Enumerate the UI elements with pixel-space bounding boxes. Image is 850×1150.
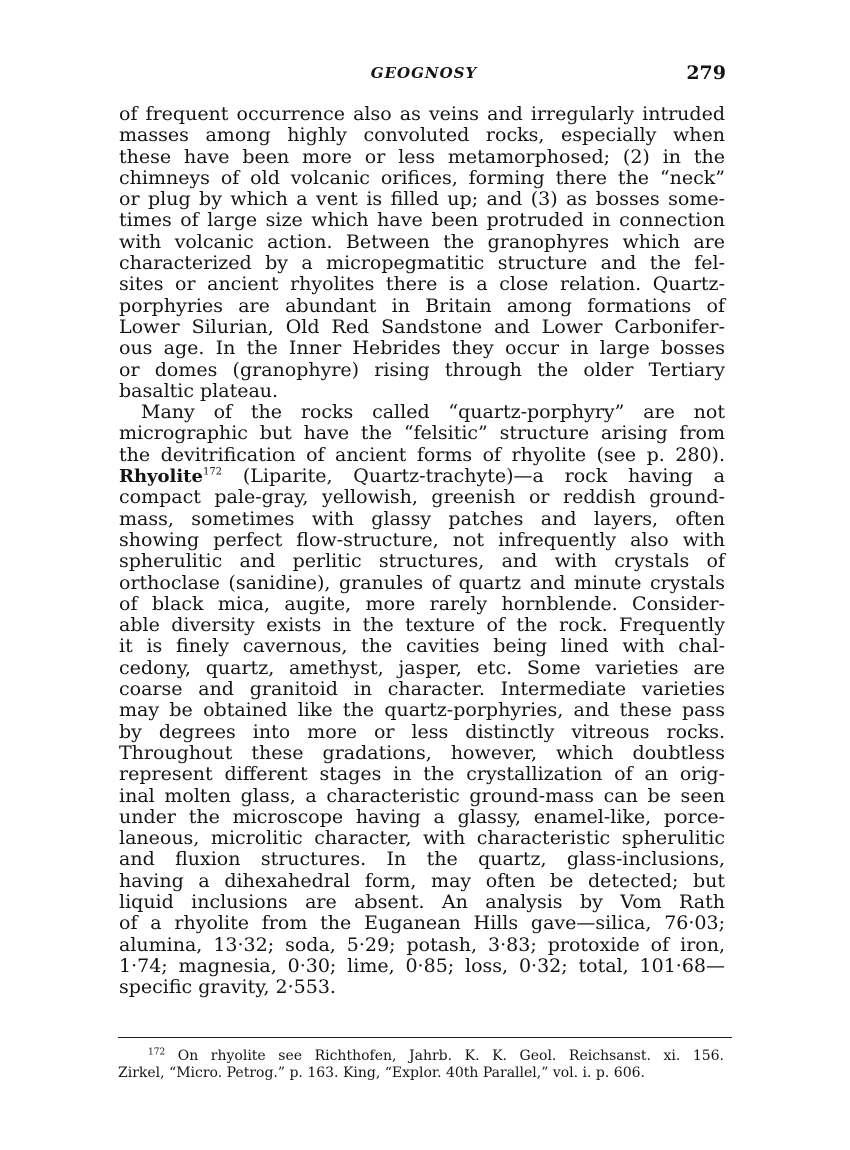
text-line: it is finely cavernous, the cavities being lined with chal- (119, 635, 725, 658)
text-line: compact pale-gray, yellowish, greenish or reddish ground- (119, 486, 725, 509)
text-line: spherulitic and perlitic structures, and with crystals of (119, 550, 725, 573)
text-line: able diversity exists in the texture of the rock. Frequently (119, 614, 725, 637)
text-line: sites or ancient rhyolites there is a close relation. Quartz- (119, 273, 725, 296)
text-line: showing perfect flow-structure, not infrequently also with (119, 528, 725, 551)
rhyolite-entry-line (119, 466, 725, 487)
footnote-line (118, 1048, 724, 1065)
text-line: inal molten glass, a characteristic ground-mass can be seen (119, 784, 725, 807)
text-line: under the microscope having a glassy, enamel-like, porce- (119, 805, 725, 828)
text-line: by degrees into more or less distinctly vitreous rocks. (119, 720, 725, 743)
text-line: (Liparite, Quartz-trachyte)—a rock having a (242, 465, 725, 488)
footnote-number: 172 (148, 1047, 166, 1058)
text-line: mass, sometimes with glassy patches and layers, often (119, 507, 725, 530)
page-number: 279 (686, 62, 726, 84)
text-line: may be obtained like the quartz-porphyries, and these pass (119, 699, 725, 722)
paragraph-first-line: Many of the rocks called “quartz-porphyry” are not (141, 401, 725, 424)
text-line: orthoclase (sanidine), granules of quartz and minute crystals (119, 571, 725, 594)
text-line: masses among highly convoluted rocks, especially when (119, 124, 725, 147)
running-title: GEOGNOSY (370, 64, 478, 82)
text-line: with volcanic action. Between the granophyres which are (119, 230, 725, 253)
body-text (119, 104, 725, 998)
footnote-text: On rhyolite see Richthofen, Jahrb. K. K. Geol. Reichsanst. xi. 156. (177, 1048, 725, 1064)
text-line: Throughout these gradations, however, which doubtless (119, 741, 725, 764)
text-line: ous age. In the Inner Hebrides they occur in large bosses (119, 337, 725, 360)
text-line: represent different stages in the crystallization of an orig- (119, 763, 725, 786)
text-line: chimneys of old volcanic orifices, forming there the “neck” (119, 166, 725, 189)
text-line: specific gravity, 2·553. (119, 976, 336, 999)
text-line: and fluxion structures. In the quartz, glass-inclusions, (119, 848, 725, 871)
footnote-rule (118, 1037, 732, 1038)
text-line: or plug by which a vent is filled up; and (3) as bosses some- (119, 188, 725, 211)
text-line: cedony, quartz, amethyst, jasper, etc. Some varieties are (119, 656, 725, 679)
text-line: these have been more or less metamorphosed; (2) in the (119, 145, 725, 168)
text-line: times of large size which have been protruded in connection (119, 209, 725, 232)
text-line: coarse and granitoid in character. Intermediate varieties (119, 678, 725, 701)
text-line: micrographic but have the “felsitic” structure arising from (119, 422, 725, 445)
text-line: of frequent occurrence also as veins and irregularly intruded (119, 103, 725, 125)
text-line: porphyries are abundant in Britain among formations of (119, 294, 725, 317)
running-head (118, 62, 730, 86)
text-line: basaltic plateau. (119, 379, 279, 402)
footnote-line: Zirkel, “Micro. Petrog.” p. 163. King, “Explor. 40th Parallel,” vol. i. p. 606. (118, 1065, 645, 1081)
text-line: or domes (granophyre) rising through the older Tertiary (119, 358, 725, 381)
text-line: of black mica, augite, more rarely hornblende. Consider- (119, 592, 725, 615)
text-line: Lower Silurian, Old Red Sandstone and Lower Carbonifer- (119, 315, 725, 338)
run-in-heading: Rhyolite (119, 466, 203, 488)
text-line: the devitrification of ancient forms of rhyolite (see p. 280). (119, 443, 725, 466)
text-line: 1·74; magnesia, 0·30; lime, 0·85; loss, 0·32; total, 101·68— (119, 954, 725, 977)
text-line: of a rhyolite from the Euganean Hills gave—silica, 76·03; (119, 912, 725, 935)
footnote (118, 1048, 724, 1082)
text-line: characterized by a micropegmatitic structure and the fel- (119, 252, 725, 275)
text-line: laneous, microlitic character, with characteristic spherulitic (119, 827, 725, 850)
footnote-reference: 172 (202, 466, 223, 478)
text-line: alumina, 13·32; soda, 5·29; potash, 3·83; protoxide of iron, (119, 933, 725, 956)
text-line: having a dihexahedral form, may often be detected; but (119, 869, 725, 892)
text-line: liquid inclusions are absent. An analysis by Vom Rath (119, 890, 725, 913)
